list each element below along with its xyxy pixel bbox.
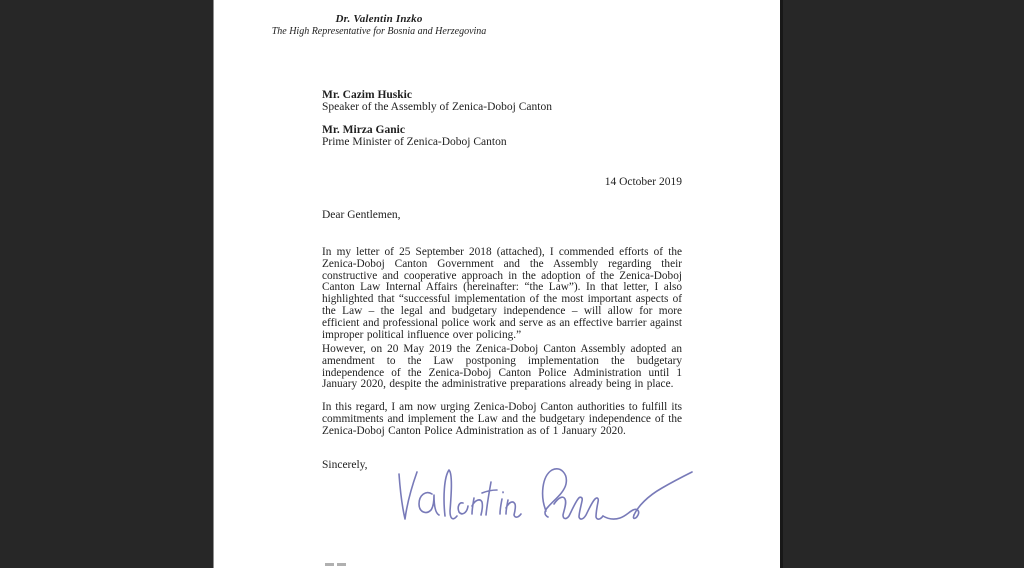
- recipient-block: [322, 124, 507, 148]
- closing: Sincerely,: [322, 459, 368, 471]
- letter-paragraph: In my letter of 25 September 2018 (attached), I commended efforts of the Zenica-Doboj Canton Government and the Assembly regarding their constructive and cooperative approach in the adoption of the Zenica-Doboj Canton Law Internal Affairs (hereinafter: “the Law”). In that letter, I also highlighted that “successful implementation of the most important aspects of the Law – the legal and budgetary independence – will allow for more efficient and professional police work and serve as an effective barrier against improper political influence over policing.”: [322, 246, 682, 341]
- letter-date: 14 October 2019: [604, 176, 682, 188]
- letter-paragraph: However, on 20 May 2019 the Zenica-Doboj Canton Assembly adopted an amendment to the Law postponing implementation the budgetary independence of the Zenica-Doboj Canton Police Administration until 1 January 2020, despite the administrative preparations already being in place.: [322, 343, 682, 391]
- recipient-role: Prime Minister of Zenica-Doboj Canton: [322, 136, 507, 148]
- cutoff-text-fragment: [337, 563, 346, 566]
- letter-paragraph: In this regard, I am now urging Zenica-Doboj Canton authorities to fulfill its commitments and implement the Law and the budgetary independence of the Zenica-Doboj Canton Police Administration as of 1 January 2020.: [322, 401, 682, 437]
- letterhead-title: The High Representative for Bosnia and Herzegovina: [271, 26, 487, 37]
- recipient-name: Mr. Mirza Ganic: [322, 124, 405, 136]
- letterhead: [214, 13, 544, 38]
- recipient-name: Mr. Cazim Huskic: [322, 89, 412, 101]
- salutation: Dear Gentlemen,: [322, 209, 401, 221]
- letter-page: [213, 0, 783, 568]
- recipient-role: Speaker of the Assembly of Zenica-Doboj Canton: [322, 101, 552, 113]
- letterhead-name: Dr. Valentin Inzko: [335, 13, 423, 25]
- cutoff-text-fragment: [325, 563, 334, 566]
- handwritten-signature: [386, 462, 696, 540]
- recipient-block: [322, 89, 552, 113]
